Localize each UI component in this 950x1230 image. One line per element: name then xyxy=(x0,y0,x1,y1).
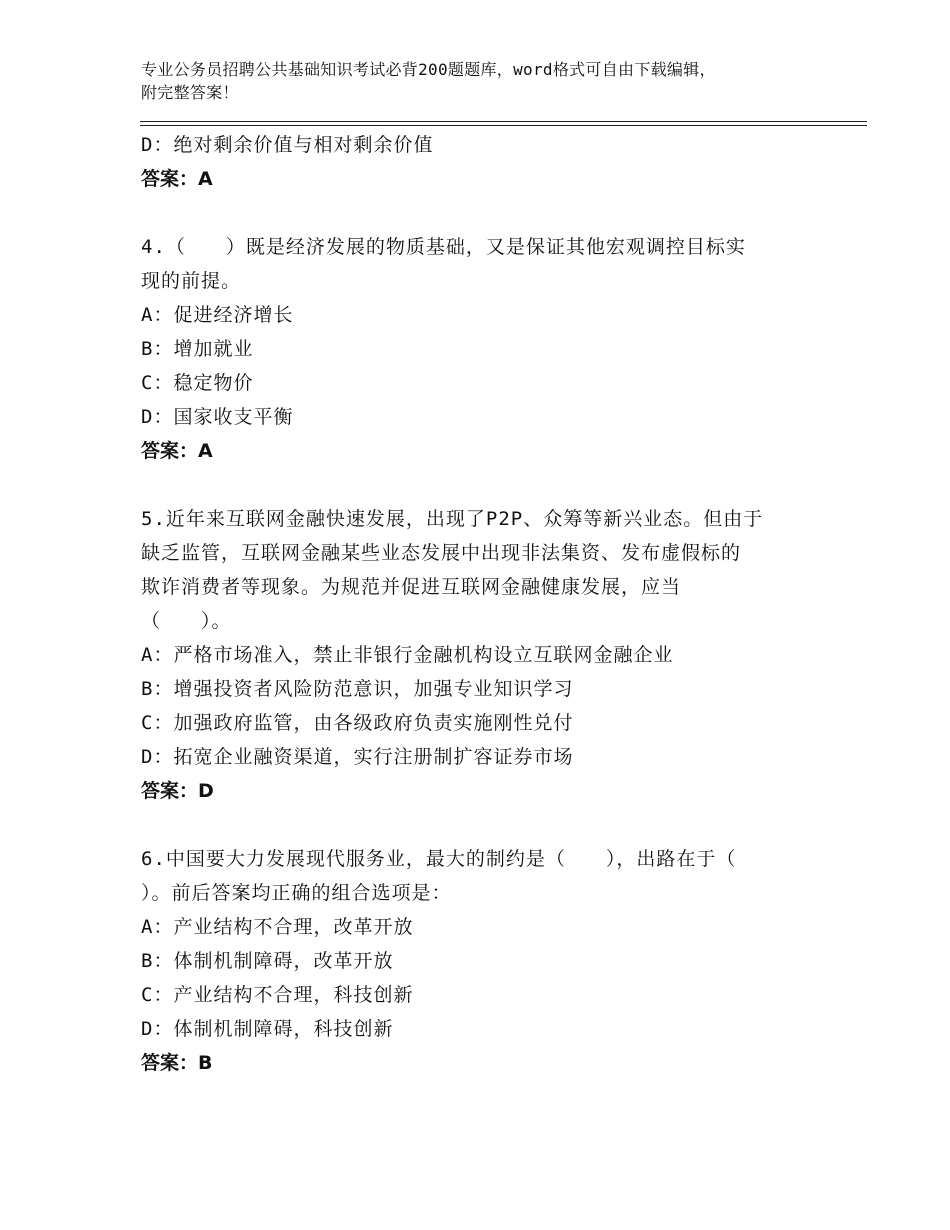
option-d: D：体制机制障碍，科技创新 xyxy=(141,1018,394,1040)
question-stem: 6.中国要大力发展现代服务业，最大的制约是（ ），出路在于（ xyxy=(141,848,737,870)
option-b: B：增加就业 xyxy=(141,338,254,360)
answer-line xyxy=(141,434,821,468)
option-a: A：产业结构不合理，改革开放 xyxy=(141,916,414,938)
option-c: C：产业结构不合理，科技创新 xyxy=(141,984,414,1006)
answer-label: 答案： xyxy=(141,780,199,802)
header-line-2: 附完整答案！ xyxy=(141,83,239,102)
answer-value: D xyxy=(198,780,214,802)
question-stem: 5.近年来互联网金融快速发展，出现了P2P、众筹等新兴业态。但由于 xyxy=(141,508,764,530)
question-stem: 欺诈消费者等现象。为规范并促进互联网金融健康发展，应当 xyxy=(141,576,682,598)
option-d: D：拓宽企业融资渠道，实行注册制扩容证券市场 xyxy=(141,746,574,768)
question-4 xyxy=(141,230,821,468)
question-5 xyxy=(141,502,821,808)
question-6 xyxy=(141,842,821,1080)
page-header xyxy=(141,58,821,104)
answer-line xyxy=(141,162,821,196)
answer-label: 答案： xyxy=(141,440,199,462)
option-a: A：促进经济增长 xyxy=(141,304,294,326)
question-stem: 缺乏监管，互联网金融某些业态发展中出现非法集资、发布虚假标的 xyxy=(141,542,742,564)
option-b: B：增强投资者风险防范意识，加强专业知识学习 xyxy=(141,678,574,700)
option-c: C：稳定物价 xyxy=(141,372,254,394)
option-a: A：严格市场准入，禁止非银行金融机构设立互联网金融企业 xyxy=(141,644,674,666)
option-b: B：体制机制障碍，改革开放 xyxy=(141,950,394,972)
answer-line xyxy=(141,1046,821,1080)
answer-label: 答案： xyxy=(141,1052,199,1074)
header-divider-top xyxy=(140,121,867,122)
question-stem: 4.（ ）既是经济发展的物质基础，又是保证其他宏观调控目标实 xyxy=(141,236,746,258)
answer-value: B xyxy=(198,1052,213,1074)
question-stem: （ ）。 xyxy=(141,610,232,632)
spacer xyxy=(141,808,821,842)
option-d: D：国家收支平衡 xyxy=(141,406,294,428)
answer-value: A xyxy=(198,440,213,462)
document-body xyxy=(141,128,821,1080)
spacer xyxy=(141,468,821,502)
header-divider-bottom xyxy=(140,125,867,126)
option-d: D：绝对剩余价值与相对剩余价值 xyxy=(141,134,434,156)
question-stem: 现的前提。 xyxy=(141,270,242,292)
answer-value: A xyxy=(198,168,213,190)
answer-label: 答案： xyxy=(141,168,199,190)
header-line-1: 专业公务员招聘公共基础知识考试必背200题题库，word格式可自由下载编辑， xyxy=(141,60,716,79)
spacer xyxy=(141,196,821,230)
option-c: C：加强政府监管，由各级政府负责实施刚性兑付 xyxy=(141,712,574,734)
question-stem: ）。前后答案均正确的组合选项是： xyxy=(141,882,452,904)
answer-line xyxy=(141,774,821,808)
